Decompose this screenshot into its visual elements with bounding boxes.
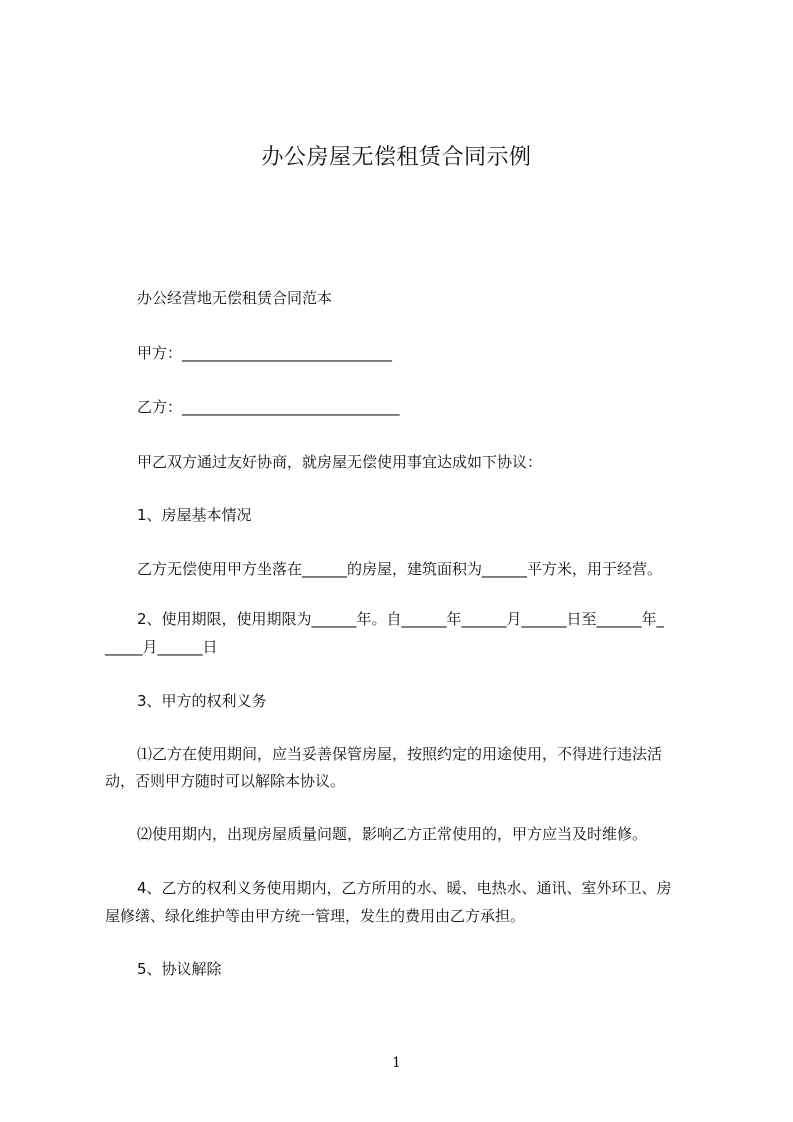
paragraph-section-3-item-2: ⑵使用期内，出现房屋质量问题，影响乙方正常使用的，甲方应当及时维修。 [137,825,648,843]
paragraph-party-b: 乙方：_____________________________ [137,398,400,416]
paragraph-section-3-item-1-line-1: ⑴乙方在使用期间，应当妥善保管房屋，按照约定的用途使用，不得进行违法活 [137,745,663,763]
paragraph-section-3-heading: 3、甲方的权利义务 [137,692,267,710]
paragraph-section-4-line-1: 4、乙方的权利义务使用期内，乙方所用的水、暖、电热水、通讯、室外环卫、房 [137,879,672,897]
paragraph-subtitle: 办公经营地无偿租赁合同范本 [137,289,333,307]
paragraph-section-4-line-2: 屋修缮、绿化维护等由甲方统一管理，发生的费用由乙方承担。 [105,907,526,925]
paragraph-section-1-heading: 1、房屋基本情况 [137,506,252,524]
paragraph-agreement-intro: 甲乙双方通过友好协商，就房屋无偿使用事宜达成如下协议： [137,453,543,471]
document-title: 办公房屋无偿租赁合同示例 [261,145,532,170]
page-number: 1 [392,1055,401,1071]
paragraph-section-1-body: 乙方无偿使用甲方坐落在______的房屋，建筑面积为______平方米，用于经营。 [137,560,663,578]
paragraph-section-2-line-1: 2、使用期限，使用期限为______年。自______年______月______日至______年_ [137,610,665,628]
paragraph-section-3-item-1-line-2: 动，否则甲方随时可以解除本协议。 [105,772,346,790]
paragraph-party-a: 甲方：____________________________ [137,344,393,362]
paragraph-section-5-heading: 5、协议解除 [137,960,222,978]
paragraph-section-2-line-2: _____月______日 [105,638,218,656]
